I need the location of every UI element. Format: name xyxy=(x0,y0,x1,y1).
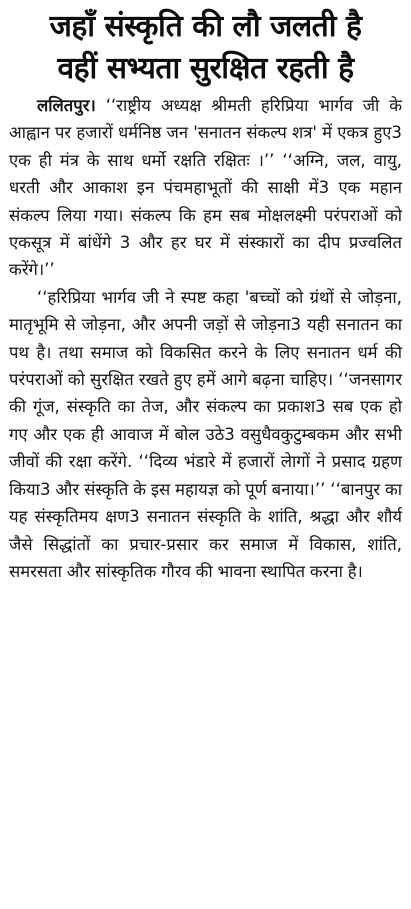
headline-line-2: वहीं सभ्यता सुरक्षित रहती है xyxy=(57,51,354,86)
dateline: ललितपुर। xyxy=(37,96,96,115)
headline xyxy=(9,6,402,90)
paragraph-1-text: ‘‘राष्ट्रीय अध्यक्ष श्रीमती हरिप्रिया भार्गव जी के आह्वान पर हजारों धर्मनिष्ठ जन 'सनातन संकल्प शत्र' में एकत्र हुए3 एक ही मंत्र के साथ धर्मो रक्षति रक्षितः ।’’ ‘‘अग्नि, जल, वायु, धरती और आकाश इन पंचमहाभूतों की साक्षी में3 एक महान संकल्प लिया गया। संकल्प कि हम सब मोक्षलक्ष्मी परंपराओं को एकसूत्र में बांधेंगे 3 और हर घर में संस्कारों का दीप प्रज्वलित करेंगे।’’ xyxy=(9,96,402,280)
paragraph-2: ‘‘हरिप्रिया भार्गव जी ने स्पष्ट कहा 'बच्चों को ग्रंथों से जोड़ना, मातृभूमि से जोड़ना, और अपनी जड़ों से जोड़ना3 यही सनातन का पथ है। तथा समाज को विकसित करने के लिए सनातन धर्म की परंपराओं को सुरक्षित रखते हुए हमें आगे बढ़ना चाहिए। ‘‘जनसागर की गूंज, संस्कृति का तेज, और संकल्प का प्रकाश3 सब एक हो गए और एक ही आवाज में बोल उठे3 वसुधैवकुटुम्बकम और सभी जीवों की रक्षा करेंगे. ‘‘दिव्य भंडारे में हजारों लेागों ने प्रसाद ग्रहण किया3 और संस्कृति के इस महायज्ञ को पूर्ण बनाया।’’ ‘‘बानपुर का यह संस्कृतिमय क्षण3 सनातन संस्कृति के शांति, श्रद्धा और शौर्य जैसे सिद्धांतों का प्रचार-प्रसार कर समाज में विकास, शांति, समरसता और सांस्कृतिक गौरव की भावना स्थापित करना है। xyxy=(9,287,402,581)
paragraph-1 xyxy=(9,92,402,284)
headline-line-1: जहाँ संस्कृति की लौ जलती है xyxy=(49,9,362,44)
article-body xyxy=(9,92,402,585)
